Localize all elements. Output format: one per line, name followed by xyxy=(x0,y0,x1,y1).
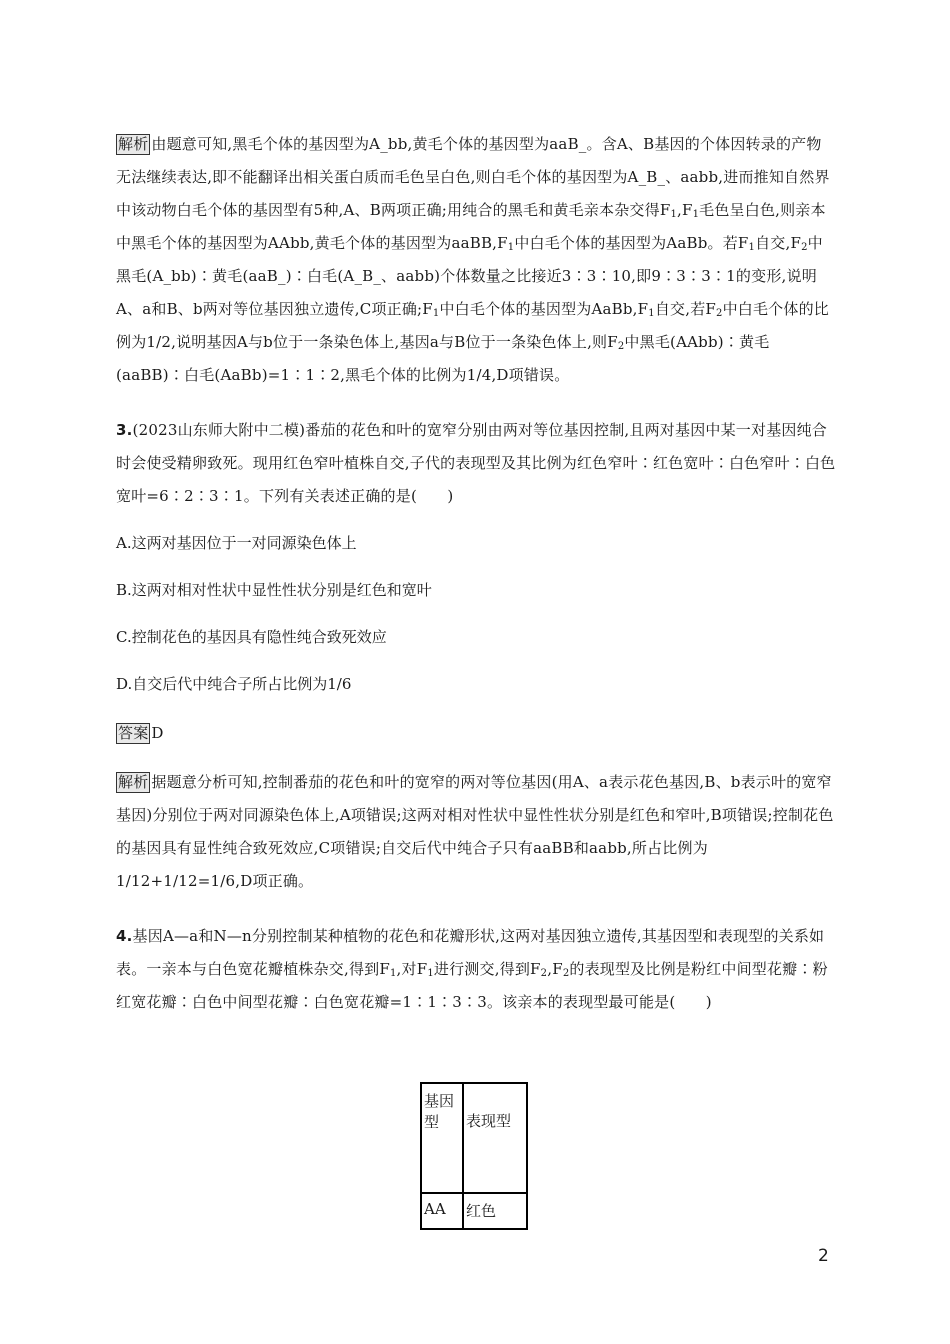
answer-value: D xyxy=(151,724,164,742)
analysis-label: 解析 xyxy=(118,773,149,791)
question-3-stem: 3.(2023山东师大附中二模)番茄的花色和叶的宽窄分别由两对等位基因控制,且两对基因中某一对基因纯合时会使受精卵致死。现用红色窄叶植株自交,子代的表现型及其比例为红色窄叶∶红色宽叶∶白色窄叶∶白色宽叶=6∶2∶3∶1。下列有关表述正确的是( ) xyxy=(116,421,836,505)
option-b: B.这两对相对性状中显性性状分别是红色和宽叶 xyxy=(116,581,432,599)
cell-phenotype: 红色 xyxy=(463,1193,527,1229)
q2-analysis-paragraph: 解析 由题意可知,黑毛个体的基因型为A_bb,黄毛个体的基因型为aaB_。含A、B基因的个体因转录的产物无法继续表达,即不能翻译出相关蛋白质而毛色呈白色,则白毛个体的基因型为A_B_、aabb,进而推知自然界中该动物白毛个体的基因型有5种,A、B两项正确;用纯合的黑毛和黄毛亲本杂交得$F_1,F_1$毛色呈白色,则亲本中黑毛个体的基因型为AAbb,黄毛个体的基因型为$aaBB,F_1$中白毛个体的基因型为AaBb。若$F_1$自交$,F_2$中黑毛(A_bb)∶黄毛(aaB_)∶白毛(A_B_、aabb)个体数量之比接近3∶3∶10,即9∶3∶3∶1的变形,说明A、a和B、b两对等位基因独立遗传,C项正确$;F_1$中白毛个体的基因型为$AaBb,F_1$自交,若$F_2$中白毛个体的比例为1/2,说明基因A与b位于一条染色体上,基因a与B位于一条染色体上,则$F_2$中黑毛(AAbb)∶黄毛(aaBB)∶白毛(AaBb)=1∶1∶2,黑毛个体的比例为1/4,D项错误。 xyxy=(116,135,830,384)
q3-analysis-paragraph xyxy=(116,766,836,898)
analysis-label: 解析 xyxy=(118,135,149,153)
analysis-text: 由题意可知,黑毛个体的基因型为A_bb,黄毛个体的基因型为aaB_。含A、B基因的个体因转录的产物无法继续表达,即不能翻译出相关蛋白质而毛色呈白色,则白毛个体的基因型为A_B_、aabb,进而推知自然界中该动物白毛个体的基因型有5种,A、B两项正确;用纯合的黑毛和黄毛亲本杂交得F xyxy=(116,135,830,219)
question-4-stem: 4.基因A—a和N—n分别控制某种植物的花色和花瓣形状,这两对基因独立遗传,其基因型和表现型的关系如表。一亲本与白色宽花瓣植株杂交,得到$F_1$,对$F_1$进行测交,得到$F_2,F_2$的表现型及比例是粉红中间型花瓣∶粉红宽花瓣∶白色中间型花瓣∶白色宽花瓣=1∶1∶3∶3。该亲本的表现型最可能是( ) xyxy=(116,927,828,1011)
q3-answer xyxy=(116,717,836,750)
question-4-number: 4. xyxy=(116,927,133,945)
genotype-phenotype-table xyxy=(420,1082,528,1230)
page-content xyxy=(116,128,836,1019)
cell-genotype: AA xyxy=(421,1193,463,1229)
header-phenotype: 表现型 xyxy=(463,1083,527,1193)
option-d: D.自交后代中纯合子所占比例为1/6 xyxy=(116,675,352,693)
analysis-text: 据题意分析可知,控制番茄的花色和叶的宽窄的两对等位基因(用A、a表示花色基因,B、b表示叶的宽窄基因)分别位于两对同源染色体上,A项错误;这两对相对性状中显性性状分别是红色和窄叶,B项错误;控制花色的基因具有显性纯合致死效应,C项错误;自交后代中纯合子只有aaBB和aabb,所占比例为1/12+1/12=1/6,D项正确。 xyxy=(116,773,834,890)
option-c: C.控制花色的基因具有隐性纯合致死效应 xyxy=(116,628,387,646)
question-3-number: 3. xyxy=(116,421,133,439)
header-genotype: 基因型 xyxy=(421,1083,463,1193)
page-number: 2 xyxy=(818,1246,829,1266)
option-a: A.这两对基因位于一对同源染色体上 xyxy=(116,534,357,552)
answer-label: 答案 xyxy=(118,724,149,742)
